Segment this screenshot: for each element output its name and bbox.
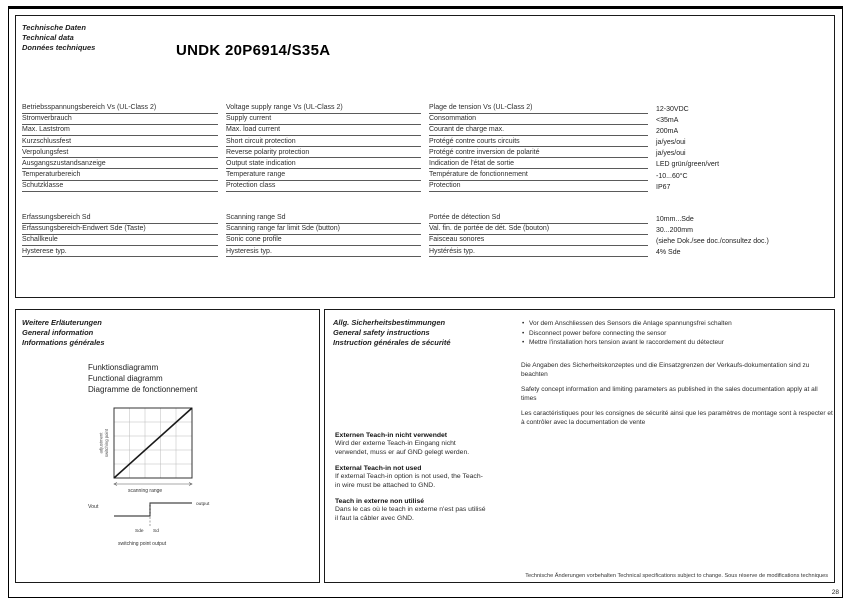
heading-fr: Informations générales xyxy=(22,338,105,347)
safety-paragraphs xyxy=(521,362,833,434)
spec-label-fr: Portée de détection Sd xyxy=(429,212,648,224)
spec-table-electrical xyxy=(22,102,826,192)
sde-label: Sde xyxy=(135,529,144,534)
safety-paragraph-fr: Les caractéristiques pour les consignes de sécurité ainsi que les paramètres de montage sont à respecter et à contrôler avec la documentation de vente xyxy=(521,410,833,426)
spec-label-fr: Protégé contre inversion de polarité xyxy=(429,147,648,159)
spec-label-fr: Température de fonctionnement xyxy=(429,169,648,181)
teach-in-heading-de: Externen Teach-in nicht verwendet xyxy=(335,432,448,439)
spec-table-detection xyxy=(22,212,826,257)
heading-en: General information xyxy=(22,328,94,337)
table-row xyxy=(22,102,826,113)
technical-data-section xyxy=(15,15,835,298)
table-row xyxy=(22,158,826,169)
spec-label-en: Scanning range Sd xyxy=(226,212,421,224)
x-axis-label: scanning range xyxy=(128,488,163,494)
table-row xyxy=(22,147,826,158)
spec-label-en: Sonic cone profile xyxy=(226,234,421,246)
product-title: UNDK 20P6914/S35A xyxy=(176,42,331,59)
spec-value: ja/yes/oui xyxy=(656,139,686,147)
spec-value: 30...200mm xyxy=(656,226,693,234)
spec-label-fr: Hystérésis typ. xyxy=(429,246,648,258)
safety-paragraph-en: Safety concept information and limiting parameters as published in the sales documentation apply at all times xyxy=(521,386,818,402)
table-row xyxy=(22,169,826,180)
technical-data-heading xyxy=(22,23,95,53)
table-row xyxy=(22,223,826,234)
spec-label-fr: Plage de tension Vs (UL-Class 2) xyxy=(429,102,648,114)
spec-value: 12-30VDC xyxy=(656,105,689,113)
spec-label-en: Output state indication xyxy=(226,158,421,170)
spec-label-en: Short circuit protection xyxy=(226,136,421,148)
spec-label-de: Verpolungsfest xyxy=(22,147,218,159)
spec-label-fr: Indication de l'état de sortie xyxy=(429,158,648,170)
table-row xyxy=(22,212,826,223)
safety-instructions-section xyxy=(324,309,835,583)
spec-label-en: Reverse polarity protection xyxy=(226,147,421,159)
heading-en: Technical data xyxy=(22,33,74,42)
table-row xyxy=(22,136,826,147)
spec-value: -10...60°C xyxy=(656,172,688,180)
sd-label: Sd xyxy=(153,529,159,534)
spec-label-en: Temperature range xyxy=(226,169,421,181)
spec-value: IP67 xyxy=(656,183,671,191)
teach-in-heading-fr: Teach in externe non utilisé xyxy=(335,498,425,506)
vout-label: Vout xyxy=(88,504,99,510)
diagram-title-en: Functional diagramm xyxy=(88,374,163,383)
spec-label-de: Betriebsspannungsbereich Vs (UL-Class 2) xyxy=(22,102,218,114)
spec-label-en: Protection class xyxy=(226,180,421,192)
safety-bullet-list xyxy=(521,319,829,348)
spec-label-fr: Protégé contre courts circuits xyxy=(429,136,648,148)
y-axis-label-2: adjustment xyxy=(98,432,104,454)
heading-de: Technische Daten xyxy=(22,23,86,32)
table-row xyxy=(22,246,826,257)
safety-bullet: • Vor dem Anschliessen des Sensors die Anlage spannungsfrei schalten xyxy=(521,319,829,329)
general-information-section xyxy=(15,309,320,583)
heading-de: Weitere Erläuterungen xyxy=(22,318,102,327)
teach-in-body-de: Wird der externe Teach-in Eingang nicht verwendet, muss er auf GND gelegt werden. xyxy=(335,440,470,456)
spec-label-de: Erfassungsbereich Sd xyxy=(22,212,218,224)
table-row xyxy=(22,124,826,135)
spec-label-fr: Consommation xyxy=(429,113,648,125)
spec-label-de: Schallkeule xyxy=(22,234,218,246)
spec-label-en: Hysteresis typ. xyxy=(226,246,421,258)
heading-fr: Données techniques xyxy=(22,43,96,52)
spec-label-de: Stromverbrauch xyxy=(22,113,218,125)
teach-in-body-fr: Dans le cas où le teach in externe n'est pas utilisé il faut la câbler avec GND. xyxy=(335,506,486,522)
spec-value: LED grün/green/vert xyxy=(656,161,720,169)
datasheet-page xyxy=(8,6,843,598)
change-notice-fine-print: Technische Änderungen vorbehalten Technical specifications subject to change. Sous réserve de modifications techniques xyxy=(525,573,828,579)
teach-in-body-en: If external Teach-in option is not used, the Teach-in wire must be attached to GND. xyxy=(335,473,483,489)
spec-label-fr: Val. fin. de portée de dét. Sde (bouton) xyxy=(429,223,648,235)
function-diagram xyxy=(86,402,261,560)
table-row xyxy=(22,113,826,124)
spec-value: ja/yes/oui xyxy=(656,150,686,158)
safety-paragraph-de: Die Angaben des Sicherheitskonzeptes und die Einsatzgrenzen der Verkaufs-dokumentation sind zu beachten xyxy=(521,362,810,378)
spec-label-en: Max. load current xyxy=(226,124,421,136)
spec-label-en: Supply current xyxy=(226,113,421,125)
spec-label-fr: Protection xyxy=(429,180,648,192)
heading-en: General safety instructions xyxy=(333,328,430,337)
table-row xyxy=(22,180,826,191)
diagram-caption: switching point output xyxy=(118,541,167,547)
heading-fr: Instruction générales de sécurité xyxy=(333,338,451,347)
spec-label-en: Voltage supply range Vs (UL-Class 2) xyxy=(226,102,421,114)
safety-bullet: • Mettre l'installation hors tension avant le raccordement du détecteur xyxy=(521,338,829,348)
output-step-curve xyxy=(114,503,192,516)
spec-label-de: Ausgangszustandsanzeige xyxy=(22,158,218,170)
spec-label-fr: Faisceau sonores xyxy=(429,234,648,246)
function-diagram-title xyxy=(88,362,197,395)
spec-label-de: Temperaturbereich xyxy=(22,169,218,181)
spec-label-de: Schutzklasse xyxy=(22,180,218,192)
spec-label-fr: Courant de charge max. xyxy=(429,124,648,136)
y-axis-label-1: switching point xyxy=(104,428,109,458)
spec-value: (siehe Dok./see doc./consultez doc.) xyxy=(656,237,769,245)
response-curve xyxy=(114,408,192,478)
spec-label-de: Kurzschlussfest xyxy=(22,136,218,148)
spec-label-de: Hysterese typ. xyxy=(22,246,218,258)
spec-value: 10mm...Sde xyxy=(656,215,694,223)
spec-value: 4% Sde xyxy=(656,249,681,257)
teach-in-heading-en: External Teach-in not used xyxy=(335,465,422,473)
general-information-heading xyxy=(22,318,105,348)
spec-value: <35mA xyxy=(656,116,679,124)
spec-value: 200mA xyxy=(656,127,679,135)
spec-label-de: Erfassungsbereich-Endwert Sde (Taste) xyxy=(22,223,218,235)
table-row xyxy=(22,234,826,245)
page-number: 28 xyxy=(831,589,839,596)
safety-bullet: • Disconnect power before connecting the sensor xyxy=(521,329,829,339)
diagram-title-de: Funktionsdiagramm xyxy=(88,363,159,372)
spec-label-en: Scanning range far limit Sde (button) xyxy=(226,223,421,235)
diagram-title-fr: Diagramme de fonctionnement xyxy=(88,385,198,394)
safety-heading xyxy=(333,318,451,348)
output-label: output xyxy=(196,502,210,507)
heading-de: Allg. Sicherheitsbestimmungen xyxy=(333,318,446,327)
teach-in-notes xyxy=(335,432,487,524)
spec-label-de: Max. Laststrom xyxy=(22,124,218,136)
